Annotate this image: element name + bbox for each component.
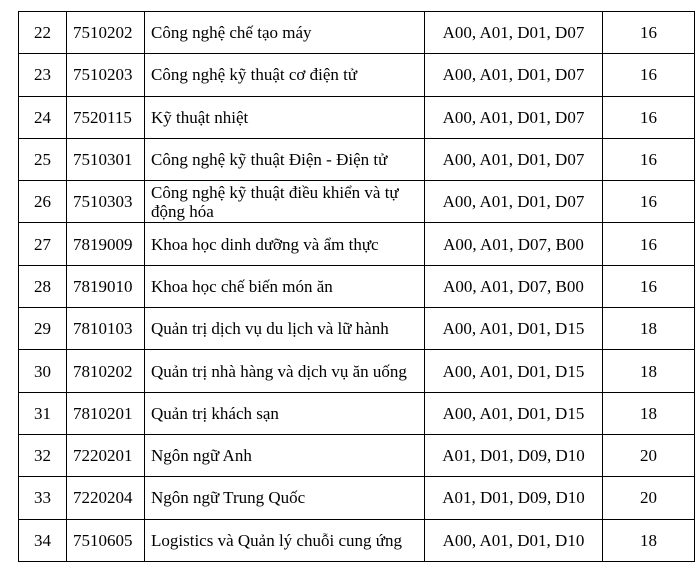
subject-combinations-cell: A00, A01, D01, D15 — [425, 308, 603, 350]
major-name-cell: Công nghệ kỹ thuật Điện - Điện tử — [145, 138, 425, 180]
subject-combinations-cell: A00, A01, D01, D07 — [425, 96, 603, 138]
table-row — [19, 138, 695, 180]
major-code-cell: 7810201 — [67, 392, 145, 434]
row-number-cell: 30 — [19, 350, 67, 392]
cutoff-score-cell: 16 — [603, 96, 695, 138]
row-number-cell: 26 — [19, 181, 67, 223]
subject-combinations-cell: A00, A01, D07, B00 — [425, 223, 603, 265]
cutoff-score-cell: 16 — [603, 181, 695, 223]
row-number-cell: 32 — [19, 434, 67, 476]
cutoff-score-cell: 16 — [603, 138, 695, 180]
table-row — [19, 477, 695, 519]
row-number-cell: 34 — [19, 519, 67, 561]
major-code-cell: 7510203 — [67, 54, 145, 96]
major-code-cell: 7810103 — [67, 308, 145, 350]
subject-combinations-cell: A01, D01, D09, D10 — [425, 434, 603, 476]
cutoff-score-cell: 16 — [603, 12, 695, 54]
major-name-cell: Kỹ thuật nhiệt — [145, 96, 425, 138]
major-code-cell: 7510301 — [67, 138, 145, 180]
major-code-cell: 7510202 — [67, 12, 145, 54]
cutoff-score-cell: 20 — [603, 434, 695, 476]
subject-combinations-cell: A00, A01, D01, D07 — [425, 181, 603, 223]
row-number-cell: 25 — [19, 138, 67, 180]
table-row — [19, 392, 695, 434]
row-number-cell: 23 — [19, 54, 67, 96]
major-name-cell: Công nghệ chế tạo máy — [145, 12, 425, 54]
row-number-cell: 22 — [19, 12, 67, 54]
table-row — [19, 350, 695, 392]
subject-combinations-cell: A00, A01, D01, D07 — [425, 12, 603, 54]
table-body — [19, 12, 695, 562]
table-row — [19, 181, 695, 223]
major-code-cell: 7510303 — [67, 181, 145, 223]
table-row — [19, 265, 695, 307]
major-name-cell: Ngôn ngữ Anh — [145, 434, 425, 476]
row-number-cell: 28 — [19, 265, 67, 307]
major-code-cell: 7520115 — [67, 96, 145, 138]
major-name-cell: Khoa học dinh dưỡng và ẩm thực — [145, 223, 425, 265]
row-number-cell: 29 — [19, 308, 67, 350]
table-row — [19, 308, 695, 350]
cutoff-score-cell: 16 — [603, 54, 695, 96]
major-code-cell: 7220204 — [67, 477, 145, 519]
major-name-cell: Logistics và Quản lý chuỗi cung ứng — [145, 519, 425, 561]
major-code-cell: 7819010 — [67, 265, 145, 307]
major-name-cell: Ngôn ngữ Trung Quốc — [145, 477, 425, 519]
major-name-cell: Công nghệ kỹ thuật điều khiển và tự động hóa — [145, 181, 425, 223]
table-row — [19, 223, 695, 265]
major-name-cell: Quản trị nhà hàng và dịch vụ ăn uống — [145, 350, 425, 392]
major-code-cell: 7220201 — [67, 434, 145, 476]
subject-combinations-cell: A00, A01, D01, D15 — [425, 392, 603, 434]
major-code-cell: 7510605 — [67, 519, 145, 561]
table-row — [19, 96, 695, 138]
major-code-cell: 7819009 — [67, 223, 145, 265]
cutoff-score-cell: 20 — [603, 477, 695, 519]
row-number-cell: 33 — [19, 477, 67, 519]
subject-combinations-cell: A01, D01, D09, D10 — [425, 477, 603, 519]
major-name-cell: Công nghệ kỹ thuật cơ điện tử — [145, 54, 425, 96]
table-row — [19, 12, 695, 54]
subject-combinations-cell: A00, A01, D07, B00 — [425, 265, 603, 307]
row-number-cell: 31 — [19, 392, 67, 434]
cutoff-score-cell: 16 — [603, 265, 695, 307]
table-row — [19, 54, 695, 96]
cutoff-score-cell: 18 — [603, 519, 695, 561]
row-number-cell: 27 — [19, 223, 67, 265]
subject-combinations-cell: A00, A01, D01, D15 — [425, 350, 603, 392]
table-row — [19, 519, 695, 561]
cutoff-score-cell: 18 — [603, 392, 695, 434]
major-name-cell: Quản trị khách sạn — [145, 392, 425, 434]
major-name-cell: Khoa học chế biến món ăn — [145, 265, 425, 307]
major-name-cell: Quản trị dịch vụ du lịch và lữ hành — [145, 308, 425, 350]
admission-scores-table — [18, 11, 695, 562]
subject-combinations-cell: A00, A01, D01, D07 — [425, 54, 603, 96]
subject-combinations-cell: A00, A01, D01, D07 — [425, 138, 603, 180]
cutoff-score-cell: 16 — [603, 223, 695, 265]
table-row — [19, 434, 695, 476]
major-code-cell: 7810202 — [67, 350, 145, 392]
row-number-cell: 24 — [19, 96, 67, 138]
cutoff-score-cell: 18 — [603, 350, 695, 392]
cutoff-score-cell: 18 — [603, 308, 695, 350]
subject-combinations-cell: A00, A01, D01, D10 — [425, 519, 603, 561]
